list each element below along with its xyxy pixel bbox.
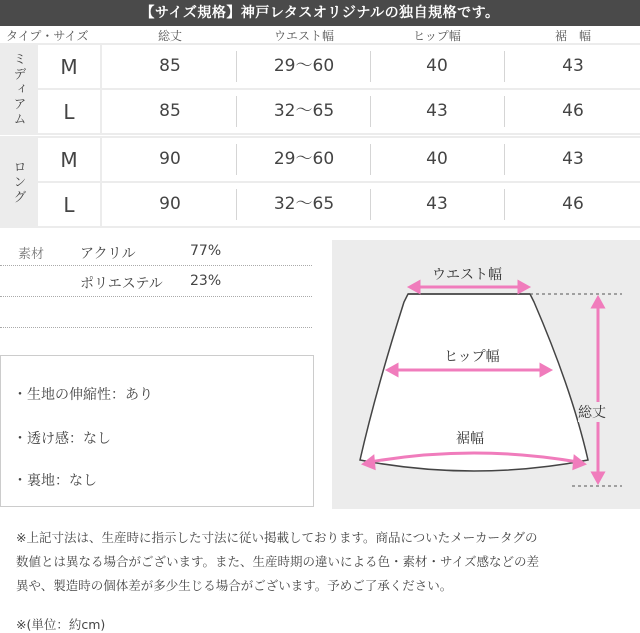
table-row (102, 90, 640, 133)
size-label: M (38, 45, 100, 88)
size-group-medium (0, 43, 640, 135)
header-hip: ヒップ幅 (413, 29, 461, 43)
table-row (102, 138, 640, 181)
cell-hem: 43 (562, 56, 584, 76)
cell-length: 90 (159, 194, 181, 214)
waist-label: ウエスト幅 (432, 267, 502, 283)
feature-box (0, 355, 314, 507)
feature-stretch: ・生地の伸縮性：あり (13, 387, 153, 403)
divider (0, 327, 312, 328)
unit-note: ※(単位：約cm) (16, 617, 106, 632)
material-name: ポリエステル (80, 276, 163, 292)
skirt-diagram (332, 240, 640, 509)
cell-length: 90 (159, 149, 181, 169)
note-line: ※上記寸法は、生産時に指示した寸法に従い掲載しております。商品についたメーカータグの (16, 530, 538, 545)
size-group-long (0, 136, 640, 228)
header-hem: 裾 幅 (554, 29, 592, 43)
note-line: 数値とは異なる場合がございます。また、生産時期の違いによる色・素材・サイズ感などの差 (16, 554, 540, 569)
note-line: 異や、製造時の個体差が多少生じる場合がございます。予めご了承ください。 (16, 578, 453, 593)
material-percent: 77% (190, 243, 222, 259)
material-percent: 23% (190, 273, 222, 289)
cell-waist: 32〜65 (273, 101, 335, 121)
cell-hem: 46 (562, 101, 584, 121)
cell-waist: 32〜65 (273, 194, 335, 214)
hip-label: ヒップ幅 (444, 349, 500, 365)
feature-sheer: ・透け感：なし (13, 431, 111, 447)
cell-hem: 46 (562, 194, 584, 214)
type-label-medium: ミディアム (10, 51, 26, 127)
header-waist: ウエスト幅 (273, 29, 335, 43)
cell-waist: 29〜60 (273, 56, 335, 76)
table-row (102, 183, 640, 226)
feature-lining: ・裏地：なし (13, 473, 97, 489)
size-label: L (38, 90, 100, 133)
cell-hip: 40 (426, 149, 448, 169)
material-label: 素材 (18, 247, 45, 262)
cell-hip: 43 (426, 101, 448, 121)
header-type-size: タイプ・サイズ (6, 29, 89, 43)
cell-length: 85 (159, 101, 181, 121)
header-length: 総丈 (157, 29, 183, 43)
size-spec-banner: 【サイズ規格】神戸レタスオリジナルの独自規格です。 (0, 0, 640, 26)
table-row (102, 45, 640, 88)
cell-hip: 40 (426, 56, 448, 76)
size-label: L (38, 183, 100, 226)
hem-label: 裾幅 (456, 431, 484, 447)
cell-waist: 29〜60 (273, 149, 335, 169)
cell-length: 85 (159, 56, 181, 76)
type-label-long: ロング (10, 159, 26, 205)
divider (0, 296, 312, 297)
cell-hip: 43 (426, 194, 448, 214)
divider (0, 265, 312, 266)
length-label: 総丈 (578, 402, 606, 422)
cell-hem: 43 (562, 149, 584, 169)
size-label: M (38, 138, 100, 181)
material-name: アクリル (80, 246, 136, 262)
